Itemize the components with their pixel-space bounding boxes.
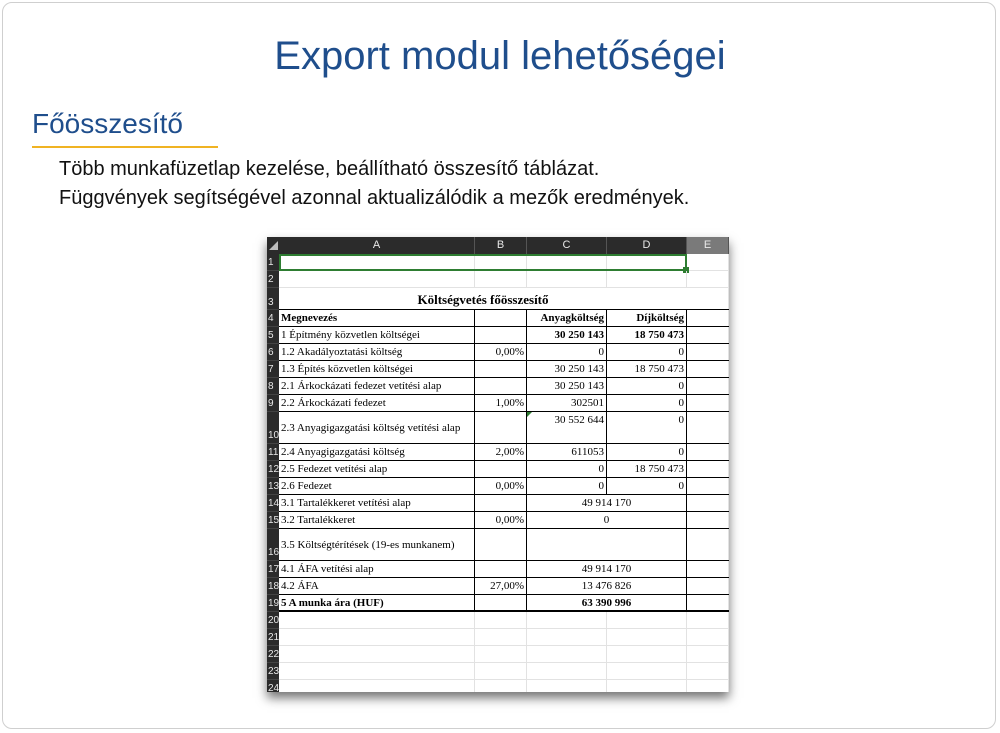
- row-header[interactable]: 10: [267, 412, 279, 444]
- table-row: [279, 361, 729, 378]
- cell-rate[interactable]: 0,00%: [475, 478, 527, 494]
- table-row: [279, 578, 729, 595]
- cell-dij[interactable]: 0: [607, 444, 687, 460]
- cell-total[interactable]: 49 914 170: [527, 495, 687, 511]
- spreadsheet-screenshot: [267, 237, 729, 692]
- cell-rate[interactable]: 0,00%: [475, 344, 527, 360]
- cell-rate[interactable]: [475, 327, 527, 343]
- cell-anyag[interactable]: 30 250 143: [527, 378, 607, 394]
- table-row: [279, 344, 729, 361]
- cell-anyag[interactable]: 30 250 143: [527, 361, 607, 377]
- table-row: [279, 478, 729, 495]
- header-anyagkoltseg[interactable]: Anyagköltség: [527, 310, 607, 326]
- row-header[interactable]: 17: [267, 561, 279, 578]
- header-b[interactable]: [475, 310, 527, 326]
- cell-dij[interactable]: 18 750 473: [607, 327, 687, 343]
- row-header[interactable]: 13: [267, 478, 279, 495]
- row-header-bar: [267, 254, 279, 692]
- cell-dij[interactable]: 0: [607, 395, 687, 411]
- cell-name[interactable]: 1 Építmény közvetlen költségei: [279, 327, 475, 343]
- cell-rate[interactable]: 27,00%: [475, 578, 527, 594]
- cell-anyag[interactable]: 0: [527, 344, 607, 360]
- cell-total[interactable]: 0: [527, 512, 687, 528]
- cell-dij[interactable]: 18 750 473: [607, 361, 687, 377]
- cell-rate[interactable]: [475, 529, 527, 560]
- table-row: [279, 395, 729, 412]
- selected-range[interactable]: [279, 254, 687, 271]
- table-row: [279, 412, 729, 444]
- cell-rate[interactable]: [475, 461, 527, 477]
- cell-name[interactable]: 2.3 Anyagigazgatási költség vetítési alap: [279, 412, 475, 443]
- heading-underline: [32, 146, 218, 148]
- cell-rate[interactable]: [475, 378, 527, 394]
- column-header-a[interactable]: A: [279, 237, 475, 254]
- cell-name[interactable]: 3.5 Költségtérítések (19-es munkanem): [279, 529, 475, 560]
- section-heading: Főösszesítő: [32, 108, 183, 139]
- cell-rate[interactable]: [475, 561, 527, 577]
- table-row: [279, 327, 729, 344]
- cell-name[interactable]: 2.1 Árkockázati fedezet vetítési alap: [279, 378, 475, 394]
- cell-anyag[interactable]: 302501: [527, 395, 607, 411]
- slide-title: Export modul lehetőségei: [274, 34, 726, 78]
- cell-rate[interactable]: [475, 595, 527, 610]
- row-header[interactable]: 20: [267, 612, 279, 629]
- cell-rate[interactable]: [475, 361, 527, 377]
- cell-anyag[interactable]: 611053: [527, 444, 607, 460]
- cell-name[interactable]: 4.2 ÁFA: [279, 578, 475, 594]
- table-row: [279, 461, 729, 478]
- sheet-row: [279, 680, 729, 692]
- select-all-corner[interactable]: [267, 237, 279, 254]
- table-row: [279, 495, 729, 512]
- column-header-c[interactable]: C: [527, 237, 607, 254]
- row-header[interactable]: 1: [267, 254, 279, 271]
- table-row: [279, 529, 729, 561]
- row-header[interactable]: 19: [267, 595, 279, 612]
- table-row: [279, 444, 729, 461]
- column-header-e[interactable]: E: [687, 237, 729, 254]
- cell-name[interactable]: 2.5 Fedezet vetítési alap: [279, 461, 475, 477]
- table-header-row: [279, 310, 729, 327]
- cell-name[interactable]: 3.2 Tartalékkeret: [279, 512, 475, 528]
- cell-name[interactable]: 2.4 Anyagigazgatási költség: [279, 444, 475, 460]
- cell-dij[interactable]: 0: [607, 378, 687, 394]
- cell-rate[interactable]: [475, 495, 527, 511]
- sheet-row: [279, 646, 729, 663]
- cell-anyag[interactable]: 0: [527, 478, 607, 494]
- cell-rate[interactable]: [475, 412, 527, 443]
- row-header[interactable]: 14: [267, 495, 279, 512]
- cell-name[interactable]: 1.2 Akadályoztatási költség: [279, 344, 475, 360]
- row-header[interactable]: 3: [267, 288, 279, 310]
- cell-name[interactable]: 3.1 Tartalékkeret vetítési alap: [279, 495, 475, 511]
- column-header-b[interactable]: B: [475, 237, 527, 254]
- cell-anyag[interactable]: 30 250 143: [527, 327, 607, 343]
- cell-rate[interactable]: 2,00%: [475, 444, 527, 460]
- cell-total[interactable]: 63 390 996: [527, 595, 687, 610]
- table-row: [279, 378, 729, 395]
- row-header[interactable]: 6: [267, 344, 279, 361]
- row-header[interactable]: 7: [267, 361, 279, 378]
- row-header[interactable]: 9: [267, 395, 279, 412]
- row-header[interactable]: 2: [267, 271, 279, 288]
- description-line-1: Több munkafüzetlap kezelése, beállítható összesítő táblázat.: [59, 158, 600, 180]
- table-row: [279, 512, 729, 529]
- cell-total[interactable]: 49 914 170: [527, 561, 687, 577]
- table-row: [279, 561, 729, 578]
- row-header[interactable]: 23: [267, 663, 279, 680]
- cell-name[interactable]: 1.3 Építés közvetlen költségei: [279, 361, 475, 377]
- sheet-row: [279, 629, 729, 646]
- row-header[interactable]: 11: [267, 444, 279, 461]
- row-header[interactable]: 5: [267, 327, 279, 344]
- cell-name[interactable]: 4.1 ÁFA vetítési alap: [279, 561, 475, 577]
- cell-note-marker: [527, 412, 532, 417]
- row-header[interactable]: 24: [267, 680, 279, 692]
- cell-name[interactable]: 2.6 Fedezet: [279, 478, 475, 494]
- row-header[interactable]: 16: [267, 529, 279, 561]
- row-header[interactable]: 8: [267, 378, 279, 395]
- cell-rate[interactable]: 1,00%: [475, 395, 527, 411]
- row-header[interactable]: 15: [267, 512, 279, 529]
- cell-total[interactable]: 13 476 826: [527, 578, 687, 594]
- table-row-total: [279, 595, 729, 612]
- sheet-row: [279, 612, 729, 629]
- description-line-2: Függvények segítségével azonnal aktualizálódik a mezők eredmények.: [59, 187, 690, 209]
- header-megnevezes[interactable]: Megnevezés: [279, 310, 475, 326]
- cell-dij[interactable]: 0: [607, 344, 687, 360]
- cell-anyag[interactable]: 30 552 644: [527, 412, 607, 443]
- header-dijkoltseg[interactable]: Díjköltség: [607, 310, 687, 326]
- sheet-row: [279, 271, 729, 288]
- cell-dij[interactable]: 0: [607, 478, 687, 494]
- column-header-d[interactable]: D: [607, 237, 687, 254]
- table-title: Költségvetés főösszesítő: [417, 292, 549, 307]
- cell-anyag[interactable]: 0: [527, 461, 607, 477]
- row-header[interactable]: 12: [267, 461, 279, 478]
- cell-total[interactable]: [527, 529, 687, 560]
- row-header[interactable]: 4: [267, 310, 279, 327]
- row-header[interactable]: 21: [267, 629, 279, 646]
- row-header[interactable]: 18: [267, 578, 279, 595]
- sheet-row: [279, 663, 729, 680]
- row-header[interactable]: 22: [267, 646, 279, 663]
- cell-grid[interactable]: [279, 254, 729, 692]
- cell-dij[interactable]: 18 750 473: [607, 461, 687, 477]
- cell-name[interactable]: 5 A munka ára (HUF): [279, 595, 475, 610]
- cell-rate[interactable]: 0,00%: [475, 512, 527, 528]
- column-header-bar: [267, 237, 729, 254]
- cell-name[interactable]: 2.2 Árkockázati fedezet: [279, 395, 475, 411]
- cell-dij[interactable]: 0: [607, 412, 687, 443]
